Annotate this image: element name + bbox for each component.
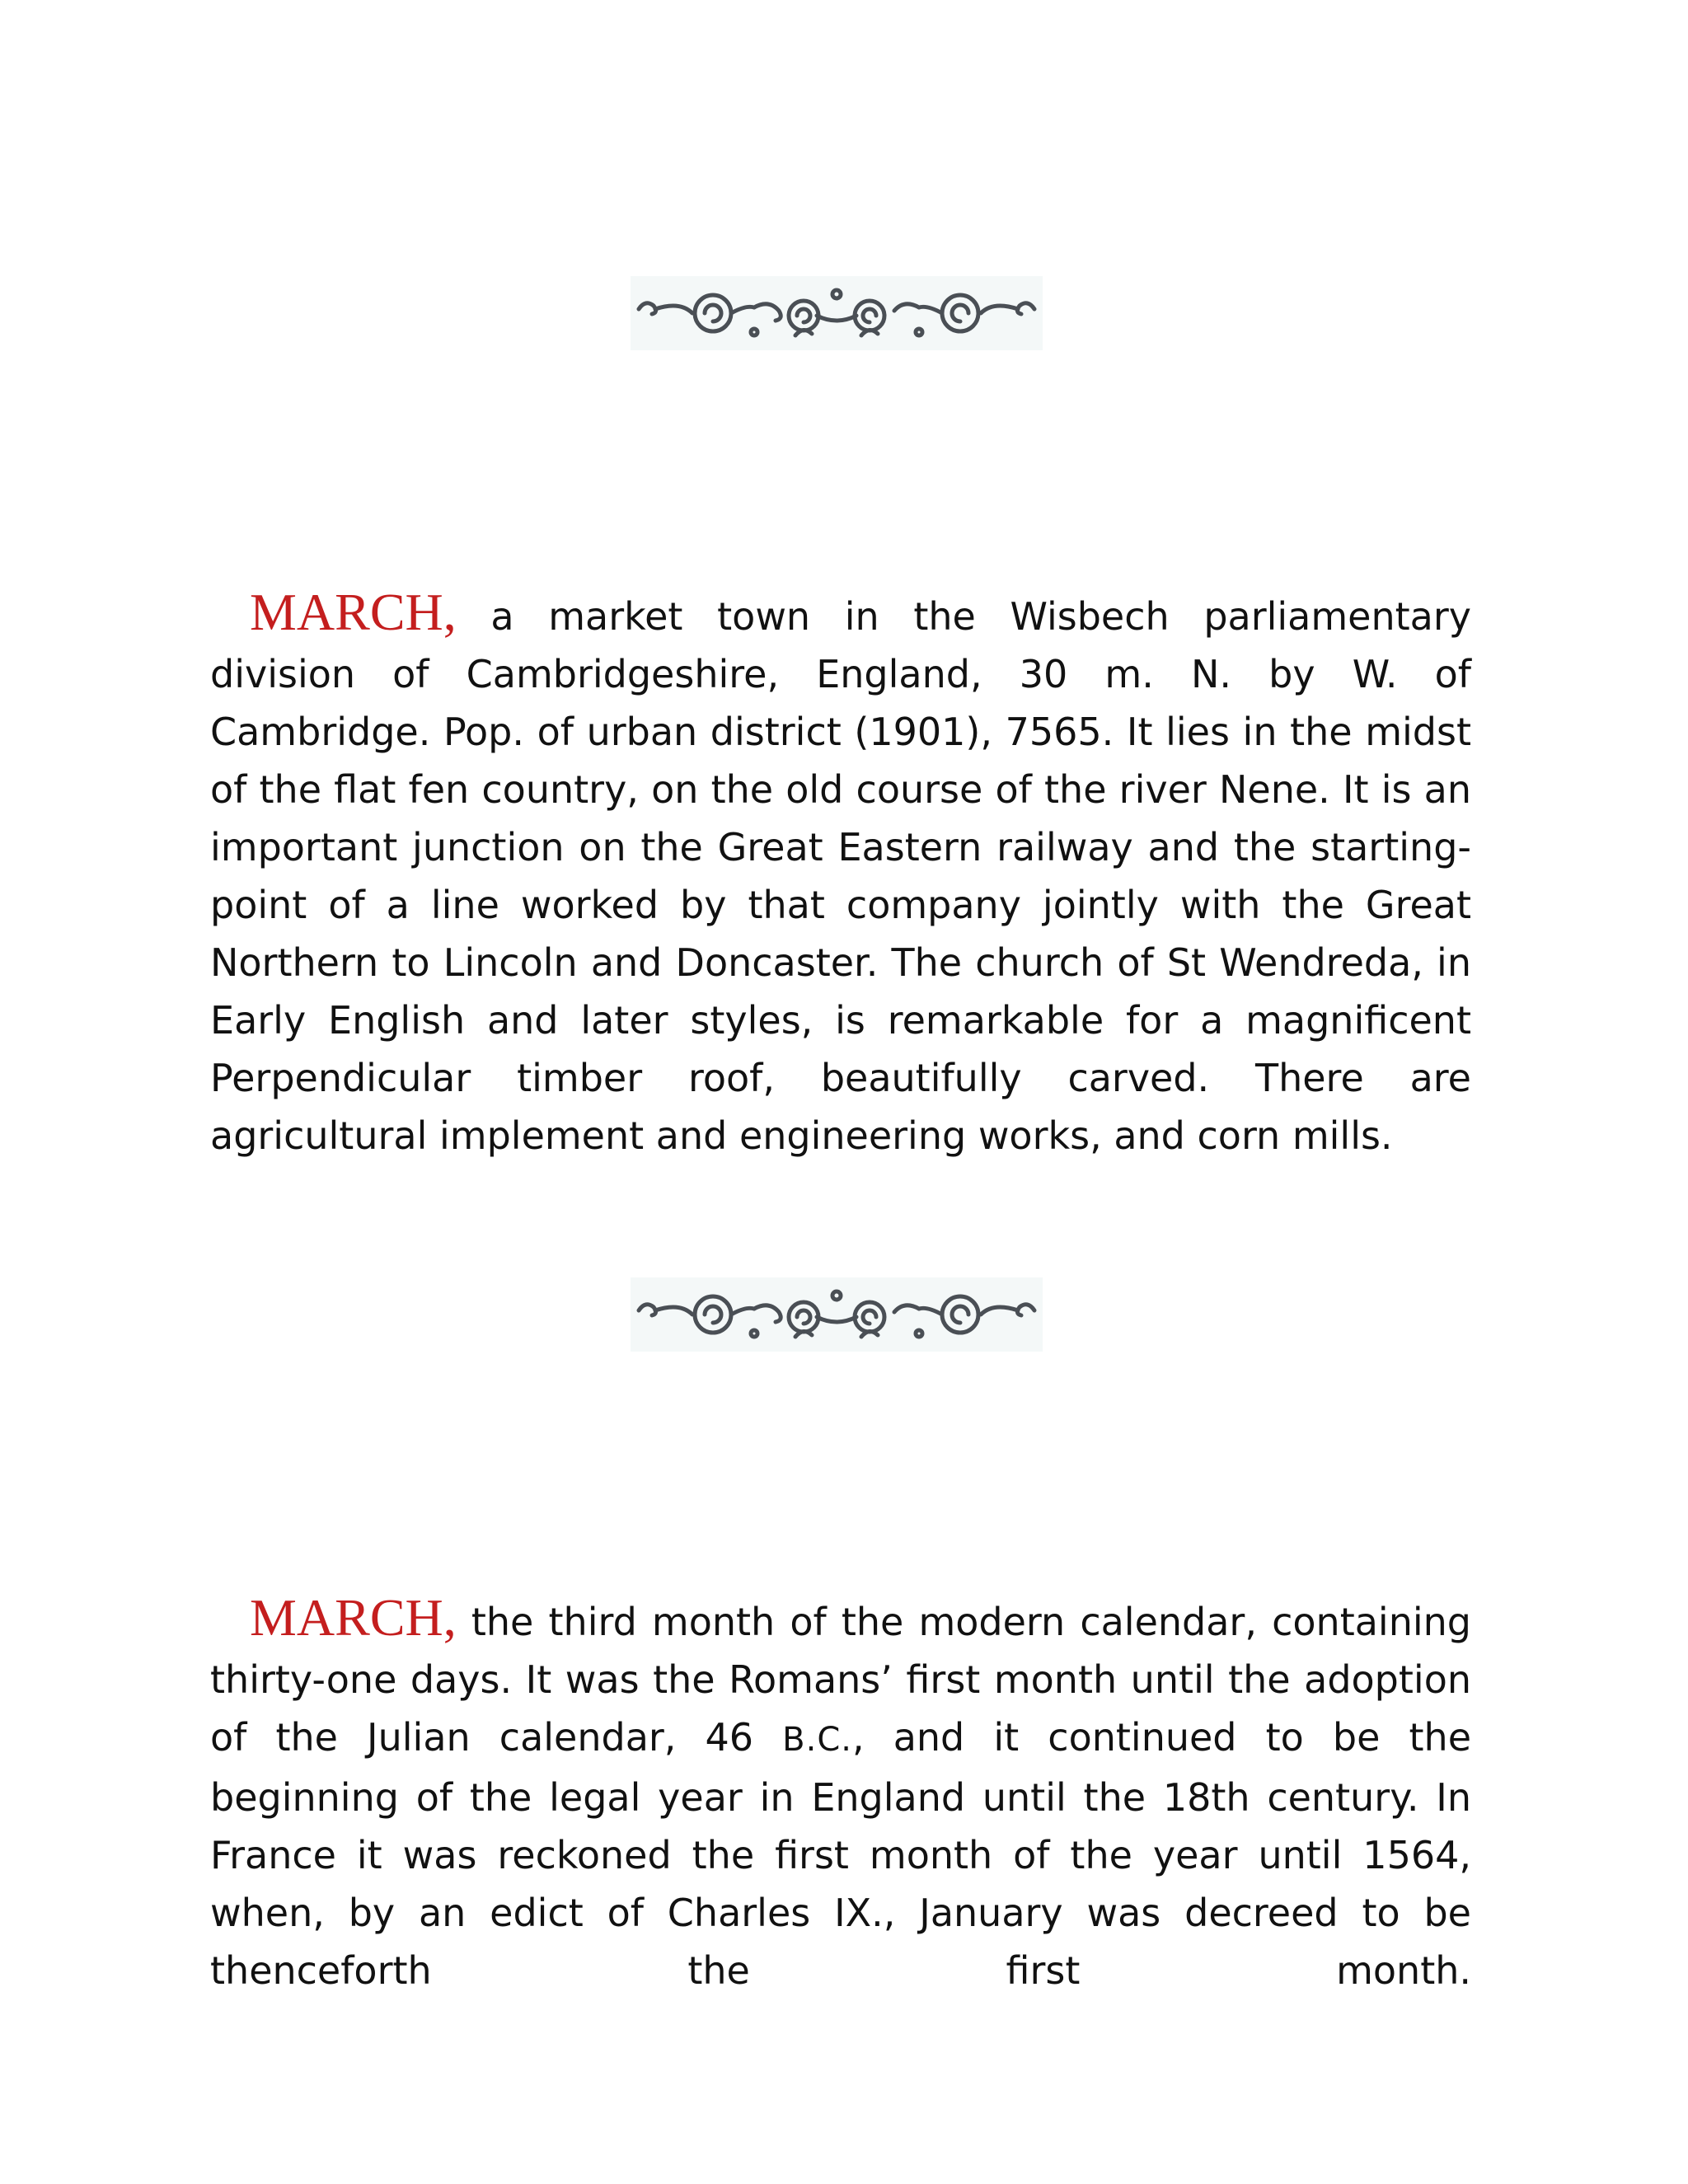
entry-text-after: , and it continued to be the beginning of the legal year in England until the 18th century. In France it was reckoned the first month of the year until 1564, when, by an edict of Charles IX., January was decreed to be thenceforth the first month. (210, 1715, 1471, 1993)
era-abbreviation: B.C. (782, 1721, 852, 1759)
entry-text: a market town in the Wisbech parliamentary division of Cambridgeshire, England, 30 m. N. by W. of Cambridge. Pop. of urban district (1901), 7565. It lies in the midst of the flat fen country, on the old course of the river Nene. It is an important junction on the Great Eastern railway and the starting-point of a line worked by that company jointly with the Great Northern to Lincoln and Doncaster. The church of St Wendreda, in Early English and later styles, is remarkable for a magnificent Perpendicular timber roof, beautifully carved. There are agricultural implement and engineering works, and corn mills. (210, 594, 1471, 1158)
entry-march-town (210, 583, 1471, 1165)
headword: MARCH, (250, 583, 457, 641)
headword: MARCH, (250, 1588, 457, 1647)
entry-text-before: the third month of the modern calendar, containing thirty-one days. It was the Romans’ first month until the adoption of the Julian calendar, 46 (210, 1600, 1471, 1760)
entry-march-month (210, 1589, 1471, 1999)
scroll-flourish-icon (631, 276, 1043, 350)
scroll-flourish-icon (631, 1277, 1043, 1352)
